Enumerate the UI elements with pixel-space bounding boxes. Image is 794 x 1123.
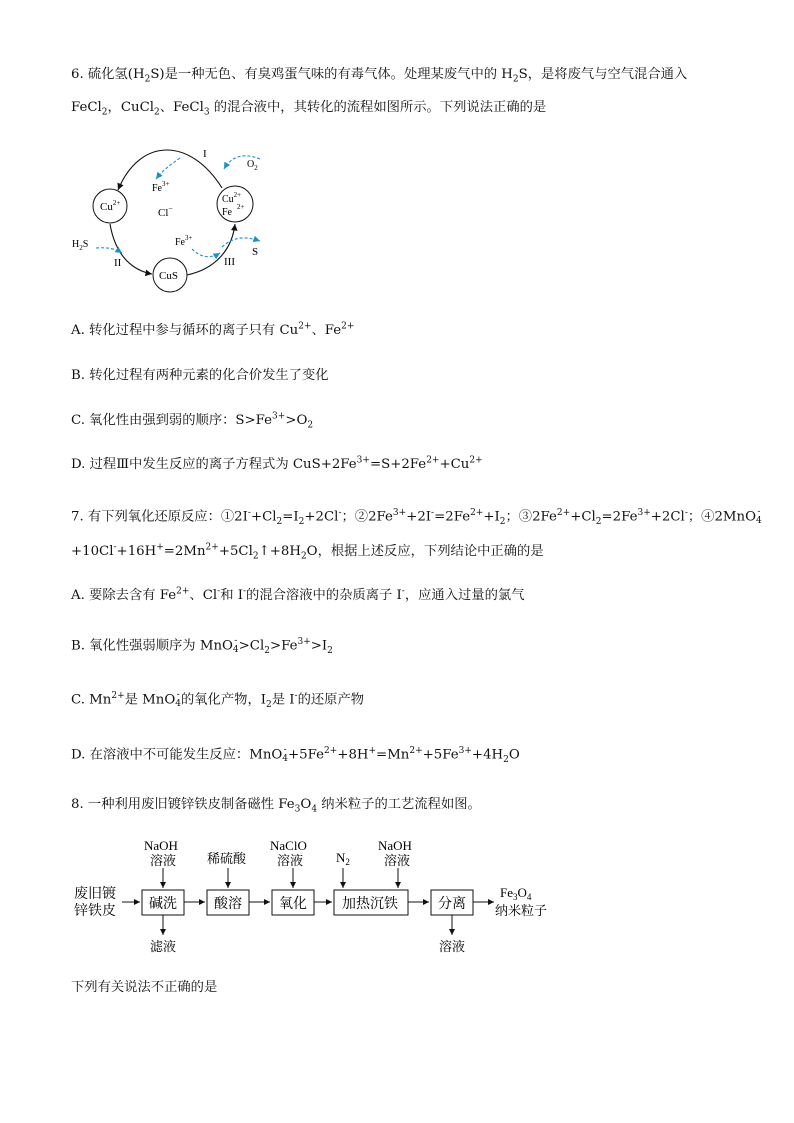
svg-text:CuS: CuS	[159, 270, 178, 282]
q6-cycle-diagram	[60, 135, 290, 300]
q7-option-c: C. $Mn^{2+}$是 MnO - 4 的氧化产物，$I_2$是 I-的还原产物	[71, 690, 365, 711]
q6-stem-line2: FeCl$_2$，CuCl$_2$、FeCl$_3$ 的混合液中，其转化的流程如图所示。下列说法正确的是	[71, 100, 547, 118]
svg-text:2+: 2+	[237, 203, 245, 211]
svg-text:N2: $N_2$	[336, 850, 350, 867]
svg-text:锌铁皮: 锌铁皮	[74, 904, 116, 919]
svg-text:Fe3+: $Fe^{3+}$	[175, 234, 193, 248]
svg-text:NaOH: NaOH	[378, 838, 412, 853]
svg-text:纳米粒子: 纳米粒子	[495, 903, 548, 918]
q7-stem-line2: $+10Cl^-+16H^+=2Mn^{2+}+5Cl_2↑+8H_2O$，根据上述反应，下列结论中正确的是	[71, 542, 544, 562]
q6-option-d: D. 过程Ⅲ中发生反应的离子方程式为 $CuS+2Fe^{3+}=S+2Fe^{2+}+Cu^{2+}$	[71, 455, 483, 472]
q8-tail: 下列有关说法不正确的是	[71, 980, 218, 995]
svg-text:Fe3O4: $Fe_3O_4$	[500, 885, 532, 902]
svg-text:O2: $O_2$	[247, 159, 258, 172]
svg-text:溶液: 溶液	[150, 853, 177, 868]
q7-option-d: D. 在溶液中不可能发生反应：MnO - 4 $+5Fe^{2+}+8H^+=Mn^{2+}+5Fe^{3+}+4H_2O$	[71, 745, 520, 766]
fe-arrow-bottom	[192, 249, 220, 257]
q8-process-flow	[70, 835, 570, 960]
svg-text:NaOH: NaOH	[144, 838, 178, 853]
svg-text:碱洗: 碱洗	[149, 897, 177, 912]
q7-stem-line1: 7. 有下列氧化还原反应：$①2I^-+Cl_2=I_2+2Cl^-$；$②2Fe^{3+}+2I^-=2Fe^{2+}+I_2$；$③2Fe^{2+}+Cl_2=2Fe^{3+}+2Cl^-$；④2MnO - 4	[71, 507, 762, 528]
q7-option-b: B. 氧化性强弱顺序为 MnO - 4 $>Cl_2>Fe^{3+}>I_2$	[71, 636, 333, 657]
svg-text:滤液: 滤液	[150, 939, 177, 954]
svg-text:氧化: 氧化	[279, 897, 307, 912]
svg-text:Cl−: Cl−	[158, 204, 173, 219]
svg-text:Fe3+: $Fe^{3+}$	[152, 180, 170, 194]
svg-text:废旧镀: 废旧镀	[74, 887, 116, 902]
svg-text:Cu2+: $Cu^{2+}$	[222, 191, 242, 205]
svg-text:溶液: 溶液	[439, 939, 466, 954]
q6-stem-line1: 6. 硫化氢$(H_2S)$是一种无色、有臭鸡蛋气味的有毒气体。处理某废气中的 $H_2S$，是将废气与空气混合通入	[71, 67, 688, 85]
svg-text:溶液: 溶液	[384, 853, 411, 868]
svg-text:溶液: 溶液	[277, 853, 304, 868]
q7-option-a: A. 要除去含有 $Fe^{2+}$、Cl-和 I-的混合溶液中的杂质离子 I-，应通入过量的氯气	[71, 586, 525, 603]
q6-option-a: A. 转化过程中参与循环的离子只有 $Cu^{2+}$、$Fe^{2+}$	[71, 321, 355, 338]
svg-text:酸溶: 酸溶	[214, 897, 242, 912]
svg-text:S: S	[252, 246, 259, 258]
svg-text:Cu2+: $Cu^{2+}$	[100, 199, 121, 213]
q6-option-c: C. 氧化性由强到弱的顺序：$S>Fe^{3+}>O_2$	[71, 411, 314, 431]
fe-arrow-top	[156, 158, 180, 179]
q6-option-b: B. 转化过程有两种元素的化合价发生了变化	[71, 368, 329, 383]
svg-text:H2S: $H_2S$	[72, 239, 89, 252]
svg-text:II: II	[114, 257, 122, 269]
svg-text:Fe: Fe	[222, 207, 232, 218]
svg-text:分离: 分离	[438, 897, 466, 912]
q8-stem: 8. 一种利用废旧镀锌铁皮制备磁性 $Fe_3O_4$ 纳米粒子的工艺流程如图。	[71, 797, 481, 815]
svg-text:稀硫酸: 稀硫酸	[207, 851, 247, 866]
svg-text:III: III	[224, 256, 235, 268]
svg-text:I: I	[203, 148, 207, 160]
svg-text:加热沉铁: 加热沉铁	[342, 897, 398, 912]
svg-text:NaClO: NaClO	[270, 838, 307, 853]
